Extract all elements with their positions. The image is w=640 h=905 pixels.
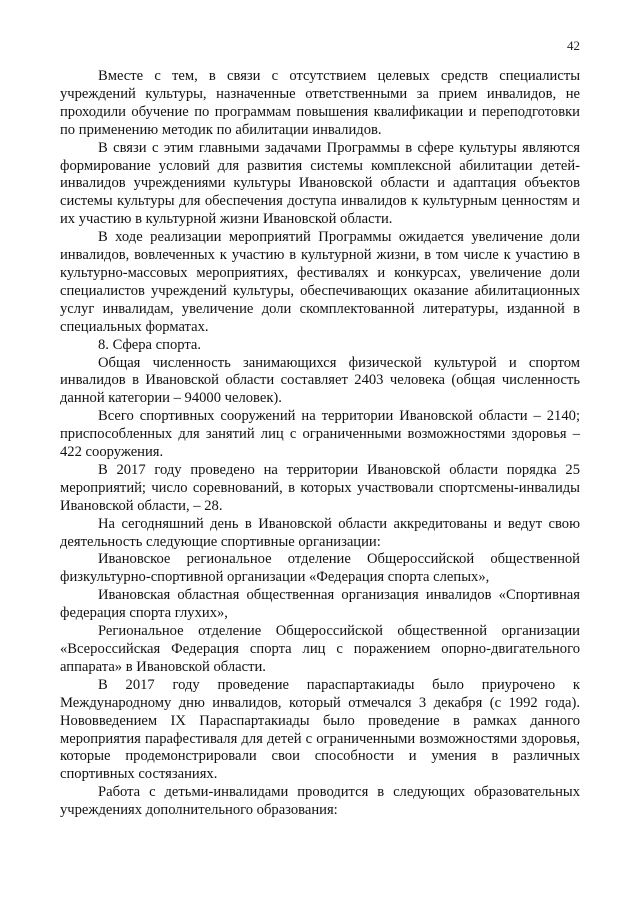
paragraph-sport-events-2017: В 2017 году проведено на территории Ивановской области порядка 25 мероприятий; число соревнований, в которых участвовали спортсмены-инвалиды Ивановской области, – 28. xyxy=(60,461,580,514)
list-item-blind-federation: Ивановское региональное отделение Общероссийской общественной физкультурно-спортивной организации «Федерация спорта слепых», xyxy=(60,551,580,586)
paragraph-culture-tasks: В связи с этим главными задачами Программы в сфере культуры являются формирование условий для развития системы комплексной абилитации детей-инвалидов учреждениями культуры Ивановской области и адаптация объектов системы культуры для обеспечения доступа инвалидов к культурным ценностям и их участию в культурной жизни Ивановской области. xyxy=(60,139,580,228)
list-item-musculoskeletal-federation: Региональное отделение Общероссийской общественной организации «Всероссийская Федерация спорта лиц с поражением опорно-двигательного аппарата» в Ивановской области. xyxy=(60,623,580,675)
paragraph-sport-organizations-intro: На сегодняшний день в Ивановской области аккредитованы и ведут свою деятельность следующие спортивные организации: xyxy=(60,515,580,550)
paragraph-children-education: Работа с детьми-инвалидами проводится в следующих образовательных учреждениях дополнительного образования: xyxy=(60,784,580,819)
list-item-deaf-federation: Ивановская областная общественная организация инвалидов «Спортивная федерация спорта глухих», xyxy=(60,587,580,622)
page-number: 42 xyxy=(567,38,580,53)
paragraph-expected-results: В ходе реализации мероприятий Программы ожидается увеличение доли инвалидов, вовлеченных к участию в культурной жизни, в том числе к участию в культурно-массовых мероприятиях, фестивалях и конкурсах, увеличение доли специалистов учреждений культуры, обеспечивающих оказание абилитационных услуг инвалидам, увеличение доли скомплектованной литературы, изданной в специальных форматах. xyxy=(60,229,580,335)
paragraph-sport-facilities: Всего спортивных сооружений на территории Ивановской области – 2140; приспособленных для занятий лиц с ограниченными возможностями здоровья – 422 сооружения. xyxy=(60,408,580,461)
paragraph-sport-participants: Общая численность занимающихся физической культурой и спортом инвалидов в Ивановской области составляет 2403 человека (общая численность данной категории – 94000 человек). xyxy=(60,354,580,407)
section-heading-sport: 8. Сфера спорта. xyxy=(98,336,202,353)
paragraph-paraspartakiad: В 2017 году проведение параспартакиады было приурочено к Международному дню инвалидов, который отмечался 3 декабря (с 1992 года). Нововведением IX Параспартакиады было проведение в рамках данного мероприятия парафестиваля для детей с ограниченными возможностями здоровья, которые продемонстрировали свои способности и умения в различных спортивных состязаниях. xyxy=(60,676,580,783)
document-body xyxy=(60,68,580,820)
paragraph-specialists-training: Вместе с тем, в связи с отсутствием целевых средств специалисты учреждений культуры, назначенные ответственными за прием инвалидов, не проходили обучение по программам повышения квалификации и переподготовки по применению методик по абилитации инвалидов. xyxy=(60,68,580,138)
